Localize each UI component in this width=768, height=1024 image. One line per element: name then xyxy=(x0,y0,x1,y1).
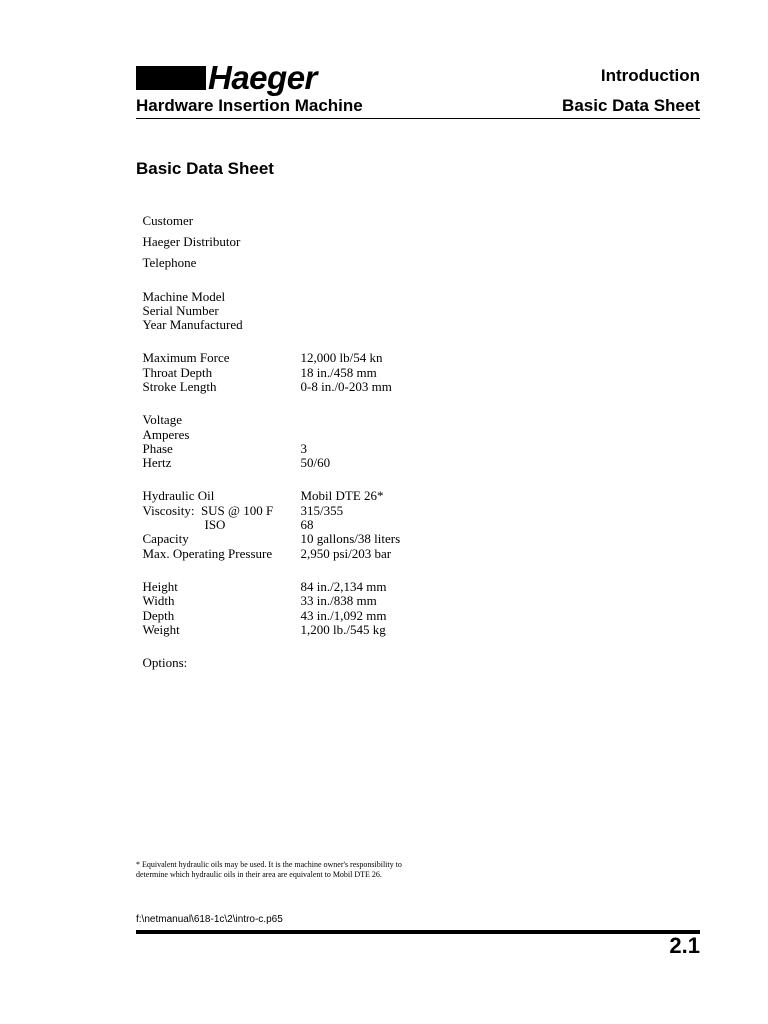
weight-label: Weight xyxy=(142,622,180,637)
customer-label: Customer xyxy=(142,213,194,228)
hertz-label: Hertz xyxy=(142,455,172,470)
options-row xyxy=(136,640,301,670)
options-label: Options: xyxy=(142,655,188,670)
product-name: Hardware Insertion Machine xyxy=(136,96,363,115)
viscosity-iso-label: ISO xyxy=(204,517,226,532)
page-heading: Basic Data Sheet xyxy=(136,159,274,178)
width-value: 33 in./838 mm xyxy=(300,593,377,608)
hertz-row xyxy=(136,440,330,470)
viscosity-sus-value: 315/355 xyxy=(300,503,344,518)
phase-value: 3 xyxy=(300,441,307,456)
throat-depth-label: Throat Depth xyxy=(142,365,213,380)
throat-depth-value: 18 in./458 mm xyxy=(300,365,377,380)
hydraulic-oil-label: Hydraulic Oil xyxy=(142,488,215,503)
capacity-value: 10 gallons/38 liters xyxy=(300,531,401,546)
logo-bar xyxy=(136,66,206,90)
depth-label: Depth xyxy=(142,608,175,623)
telephone-label: Telephone xyxy=(142,255,197,270)
hertz-value: 50/60 xyxy=(300,455,331,470)
maximum-force-label: Maximum Force xyxy=(142,350,230,365)
serial-number-label: Serial Number xyxy=(142,303,219,318)
phase-label: Phase xyxy=(142,441,173,456)
year-manufactured-row xyxy=(136,302,301,332)
voltage-label: Voltage xyxy=(142,412,182,427)
viscosity-sus-label: Viscosity: SUS @ 100 F xyxy=(142,503,274,518)
amperes-label: Amperes xyxy=(142,427,190,442)
section-title: Introduction xyxy=(600,66,700,85)
distributor-label: Haeger Distributor xyxy=(142,234,241,249)
machine-model-label: Machine Model xyxy=(142,289,226,304)
page-number: 2.1 xyxy=(669,933,700,958)
max-pressure-label: Max. Operating Pressure xyxy=(142,546,273,561)
footer-divider xyxy=(136,930,700,934)
stroke-length-row xyxy=(136,364,392,394)
telephone-row xyxy=(136,240,301,270)
section-subtitle: Basic Data Sheet xyxy=(562,96,700,115)
height-value: 84 in./2,134 mm xyxy=(300,579,387,594)
height-label: Height xyxy=(142,579,178,594)
footnote: * Equivalent hydraulic oils may be used. It is the machine owner's responsibility to determine which hydraulic oils in their area are equivalent to Mobil DTE 26. xyxy=(136,860,402,879)
capacity-label: Capacity xyxy=(142,531,189,546)
depth-value: 43 in./1,092 mm xyxy=(300,608,387,623)
max-pressure-row xyxy=(136,531,391,561)
max-pressure-value: 2,950 psi/203 bar xyxy=(300,546,392,561)
stroke-length-value: 0-8 in./0-203 mm xyxy=(300,379,392,394)
viscosity-iso-value: 68 xyxy=(300,517,314,532)
stroke-length-label: Stroke Length xyxy=(142,379,217,394)
weight-value: 1,200 lb./545 kg xyxy=(300,622,386,637)
file-path: f:\netmanual\618-1c\2\intro-c.p65 xyxy=(136,914,283,925)
brand-logo: Haeger xyxy=(208,59,317,96)
year-manufactured-label: Year Manufactured xyxy=(142,317,243,332)
maximum-force-value: 12,000 lb/54 kn xyxy=(300,350,383,365)
hydraulic-oil-value: Mobil DTE 26* xyxy=(300,488,384,503)
header-divider xyxy=(136,118,700,119)
weight-row xyxy=(136,607,386,637)
width-label: Width xyxy=(142,593,175,608)
